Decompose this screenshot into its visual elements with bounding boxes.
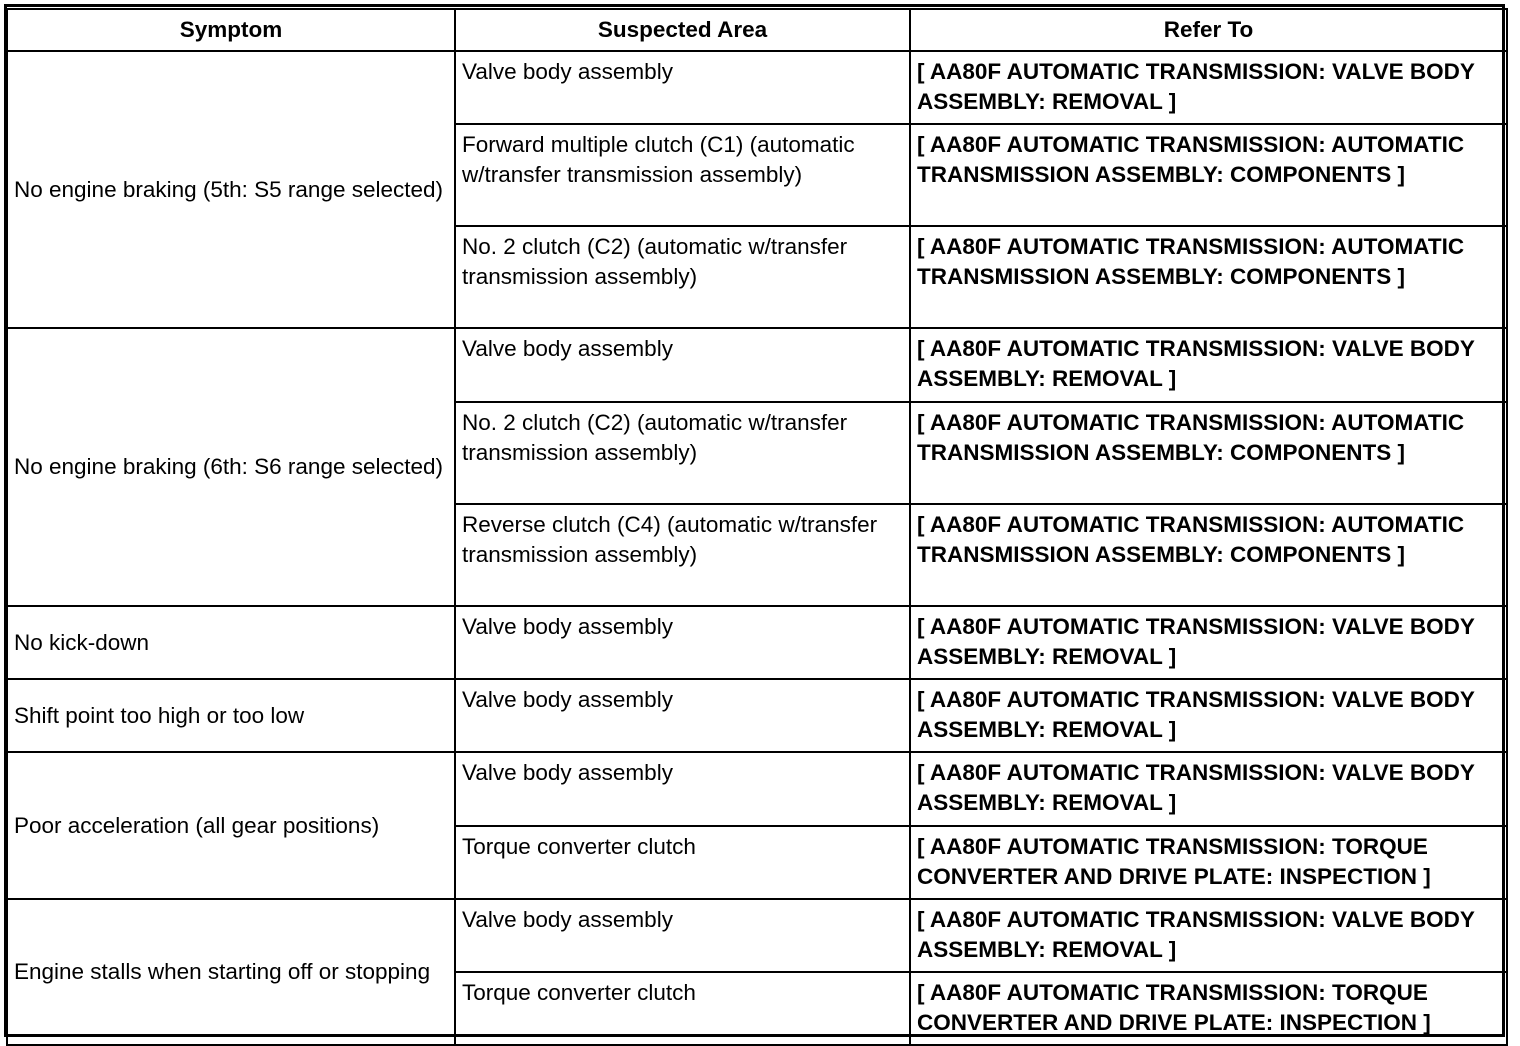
suspected-area-cell: Reverse clutch (C4) (automatic w/transfer transmission assembly) <box>455 504 910 606</box>
refer-to-link[interactable]: [ AA80F AUTOMATIC TRANSMISSION: AUTOMATIC TRANSMISSION ASSEMBLY: COMPONENTS ] <box>910 226 1507 328</box>
symptom-cell: No engine braking (6th: S6 range selected) <box>7 328 455 606</box>
table-row <box>7 51 1507 124</box>
suspected-area-cell: Valve body assembly <box>455 606 910 679</box>
table-row <box>7 606 1507 679</box>
suspected-area-cell: Valve body assembly <box>455 679 910 752</box>
refer-to-link[interactable]: [ AA80F AUTOMATIC TRANSMISSION: VALVE BODY ASSEMBLY: REMOVAL ] <box>910 899 1507 972</box>
symptom-cell: No kick-down <box>7 606 455 679</box>
header-symptom: Symptom <box>7 9 455 51</box>
header-row <box>7 9 1507 51</box>
table-row <box>7 899 1507 972</box>
refer-to-link[interactable]: [ AA80F AUTOMATIC TRANSMISSION: AUTOMATIC TRANSMISSION ASSEMBLY: COMPONENTS ] <box>910 124 1507 226</box>
refer-to-link[interactable]: [ AA80F AUTOMATIC TRANSMISSION: VALVE BODY ASSEMBLY: REMOVAL ] <box>910 606 1507 679</box>
suspected-area-cell: Valve body assembly <box>455 328 910 402</box>
refer-to-link[interactable]: [ AA80F AUTOMATIC TRANSMISSION: VALVE BODY ASSEMBLY: REMOVAL ] <box>910 752 1507 826</box>
table-row <box>7 679 1507 752</box>
header-suspected-area: Suspected Area <box>455 9 910 51</box>
refer-to-link[interactable]: [ AA80F AUTOMATIC TRANSMISSION: VALVE BODY ASSEMBLY: REMOVAL ] <box>910 51 1507 124</box>
header-refer-to: Refer To <box>910 9 1507 51</box>
symptom-cell: Engine stalls when starting off or stopping <box>7 899 455 1045</box>
suspected-area-cell: No. 2 clutch (C2) (automatic w/transfer transmission assembly) <box>455 402 910 504</box>
refer-to-link[interactable]: [ AA80F AUTOMATIC TRANSMISSION: VALVE BODY ASSEMBLY: REMOVAL ] <box>910 679 1507 752</box>
suspected-area-cell: Torque converter clutch <box>455 972 910 1045</box>
refer-to-link[interactable]: [ AA80F AUTOMATIC TRANSMISSION: AUTOMATIC TRANSMISSION ASSEMBLY: COMPONENTS ] <box>910 504 1507 606</box>
symptom-cell: Shift point too high or too low <box>7 679 455 752</box>
symptom-cell: No engine braking (5th: S5 range selected) <box>7 51 455 328</box>
refer-to-link[interactable]: [ AA80F AUTOMATIC TRANSMISSION: AUTOMATIC TRANSMISSION ASSEMBLY: COMPONENTS ] <box>910 402 1507 504</box>
refer-to-link[interactable]: [ AA80F AUTOMATIC TRANSMISSION: TORQUE CONVERTER AND DRIVE PLATE: INSPECTION ] <box>910 826 1507 899</box>
suspected-area-cell: Valve body assembly <box>455 51 910 124</box>
symptom-cell: Poor acceleration (all gear positions) <box>7 752 455 899</box>
troubleshooting-table <box>6 8 1508 1046</box>
suspected-area-cell: Torque converter clutch <box>455 826 910 899</box>
refer-to-link[interactable]: [ AA80F AUTOMATIC TRANSMISSION: VALVE BODY ASSEMBLY: REMOVAL ] <box>910 328 1507 402</box>
suspected-area-cell: Valve body assembly <box>455 752 910 826</box>
table-row <box>7 752 1507 826</box>
suspected-area-cell: Forward multiple clutch (C1) (automatic w/transfer transmission assembly) <box>455 124 910 226</box>
suspected-area-cell: Valve body assembly <box>455 899 910 972</box>
suspected-area-cell: No. 2 clutch (C2) (automatic w/transfer transmission assembly) <box>455 226 910 328</box>
table-row <box>7 328 1507 402</box>
refer-to-link[interactable]: [ AA80F AUTOMATIC TRANSMISSION: TORQUE CONVERTER AND DRIVE PLATE: INSPECTION ] <box>910 972 1507 1045</box>
